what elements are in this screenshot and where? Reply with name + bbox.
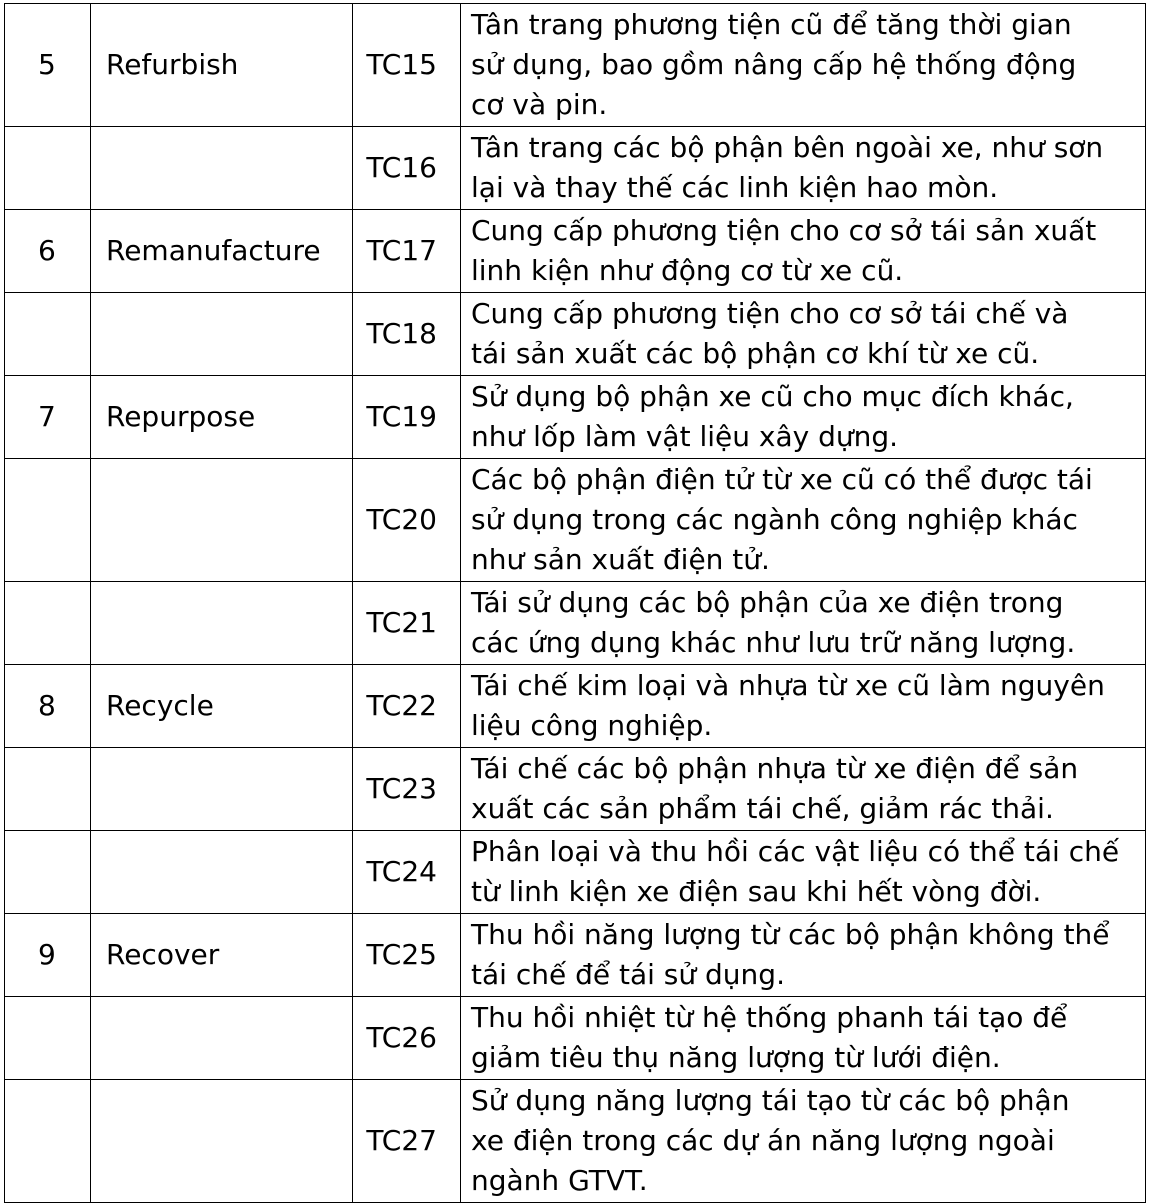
row-number xyxy=(5,831,91,914)
strategy-name: Recycle xyxy=(91,665,353,748)
row-number xyxy=(5,127,91,210)
description-line: Tái chế kim loại và nhựa từ xe cũ làm nguyên xyxy=(471,669,1105,702)
table-row xyxy=(5,748,1146,831)
table-row xyxy=(5,4,1146,127)
criterion-description xyxy=(461,376,1146,459)
strategy-name: Refurbish xyxy=(91,4,353,127)
row-number: 9 xyxy=(5,914,91,997)
table-row xyxy=(5,582,1146,665)
description-line: tái chế để tái sử dụng. xyxy=(471,958,785,991)
criterion-description xyxy=(461,293,1146,376)
row-number xyxy=(5,748,91,831)
description-line: Thu hồi năng lượng từ các bộ phận không thể xyxy=(471,918,1110,951)
description-line: ngành GTVT. xyxy=(471,1164,648,1197)
description-line: giảm tiêu thụ năng lượng từ lưới điện. xyxy=(471,1041,1001,1074)
criterion-code: TC22 xyxy=(353,665,461,748)
row-number xyxy=(5,459,91,582)
description-line: Các bộ phận điện tử từ xe cũ có thể được tái xyxy=(471,463,1093,496)
criterion-description xyxy=(461,748,1146,831)
row-number: 7 xyxy=(5,376,91,459)
strategy-name: Recover xyxy=(91,914,353,997)
description-line: Sử dụng năng lượng tái tạo từ các bộ phận xyxy=(471,1084,1070,1117)
strategy-name xyxy=(91,997,353,1080)
description-line: cơ và pin. xyxy=(471,88,608,121)
table-row xyxy=(5,831,1146,914)
criterion-code: TC16 xyxy=(353,127,461,210)
criterion-description xyxy=(461,210,1146,293)
description-line: Cung cấp phương tiện cho cơ sở tái chế và xyxy=(471,297,1069,330)
strategy-name xyxy=(91,748,353,831)
description-line: liệu công nghiệp. xyxy=(471,709,713,742)
description-line: xe điện trong các dự án năng lượng ngoài xyxy=(471,1124,1055,1157)
criterion-code: TC27 xyxy=(353,1080,461,1203)
description-line: Tái sử dụng các bộ phận của xe điện trong xyxy=(471,586,1064,619)
strategy-name xyxy=(91,127,353,210)
description-line: Tân trang các bộ phận bên ngoài xe, như sơn xyxy=(471,131,1104,164)
criterion-description xyxy=(461,914,1146,997)
criterion-code: TC26 xyxy=(353,997,461,1080)
criterion-description xyxy=(461,4,1146,127)
criterion-description xyxy=(461,127,1146,210)
table-row xyxy=(5,376,1146,459)
criterion-code: TC18 xyxy=(353,293,461,376)
criterion-description xyxy=(461,831,1146,914)
row-number xyxy=(5,582,91,665)
description-line: sử dụng trong các ngành công nghiệp khác xyxy=(471,503,1078,536)
criterion-description xyxy=(461,665,1146,748)
row-number xyxy=(5,1080,91,1203)
strategy-name xyxy=(91,293,353,376)
description-line: linh kiện như động cơ từ xe cũ. xyxy=(471,254,904,287)
table-row xyxy=(5,997,1146,1080)
strategy-name xyxy=(91,459,353,582)
description-line: các ứng dụng khác như lưu trữ năng lượng. xyxy=(471,626,1076,659)
criterion-code: TC19 xyxy=(353,376,461,459)
criterion-code: TC23 xyxy=(353,748,461,831)
criterion-code: TC21 xyxy=(353,582,461,665)
description-line: sử dụng, bao gồm nâng cấp hệ thống động xyxy=(471,48,1077,81)
description-line: xuất các sản phẩm tái chế, giảm rác thải. xyxy=(471,792,1054,825)
criterion-description xyxy=(461,1080,1146,1203)
criteria-table-body xyxy=(5,4,1146,1203)
strategy-name: Repurpose xyxy=(91,376,353,459)
criterion-description xyxy=(461,997,1146,1080)
table-row xyxy=(5,665,1146,748)
row-number: 6 xyxy=(5,210,91,293)
description-line: từ linh kiện xe điện sau khi hết vòng đời. xyxy=(471,875,1042,908)
description-line: như lốp làm vật liệu xây dựng. xyxy=(471,420,899,453)
description-line: Tân trang phương tiện cũ để tăng thời gian xyxy=(471,8,1072,41)
criterion-code: TC15 xyxy=(353,4,461,127)
table-row xyxy=(5,293,1146,376)
description-line: Cung cấp phương tiện cho cơ sở tái sản xuất xyxy=(471,214,1097,247)
criterion-code: TC25 xyxy=(353,914,461,997)
table-row xyxy=(5,210,1146,293)
criterion-code: TC17 xyxy=(353,210,461,293)
table-row xyxy=(5,127,1146,210)
description-line: Thu hồi nhiệt từ hệ thống phanh tái tạo để xyxy=(471,1001,1068,1034)
row-number: 8 xyxy=(5,665,91,748)
strategy-name: Remanufacture xyxy=(91,210,353,293)
table-row xyxy=(5,914,1146,997)
criteria-table xyxy=(4,3,1146,1203)
row-number: 5 xyxy=(5,4,91,127)
criterion-description xyxy=(461,582,1146,665)
criterion-code: TC20 xyxy=(353,459,461,582)
description-line: Phân loại và thu hồi các vật liệu có thể tái chế xyxy=(471,835,1120,868)
table-row xyxy=(5,459,1146,582)
description-line: lại và thay thế các linh kiện hao mòn. xyxy=(471,171,999,204)
strategy-name xyxy=(91,1080,353,1203)
criterion-description xyxy=(461,459,1146,582)
strategy-name xyxy=(91,831,353,914)
description-line: tái sản xuất các bộ phận cơ khí từ xe cũ. xyxy=(471,337,1040,370)
description-line: Tái chế các bộ phận nhựa từ xe điện để sản xyxy=(471,752,1079,785)
row-number xyxy=(5,293,91,376)
description-line: như sản xuất điện tử. xyxy=(471,543,770,576)
strategy-name xyxy=(91,582,353,665)
description-line: Sử dụng bộ phận xe cũ cho mục đích khác, xyxy=(471,380,1074,413)
criterion-code: TC24 xyxy=(353,831,461,914)
row-number xyxy=(5,997,91,1080)
table-row xyxy=(5,1080,1146,1203)
